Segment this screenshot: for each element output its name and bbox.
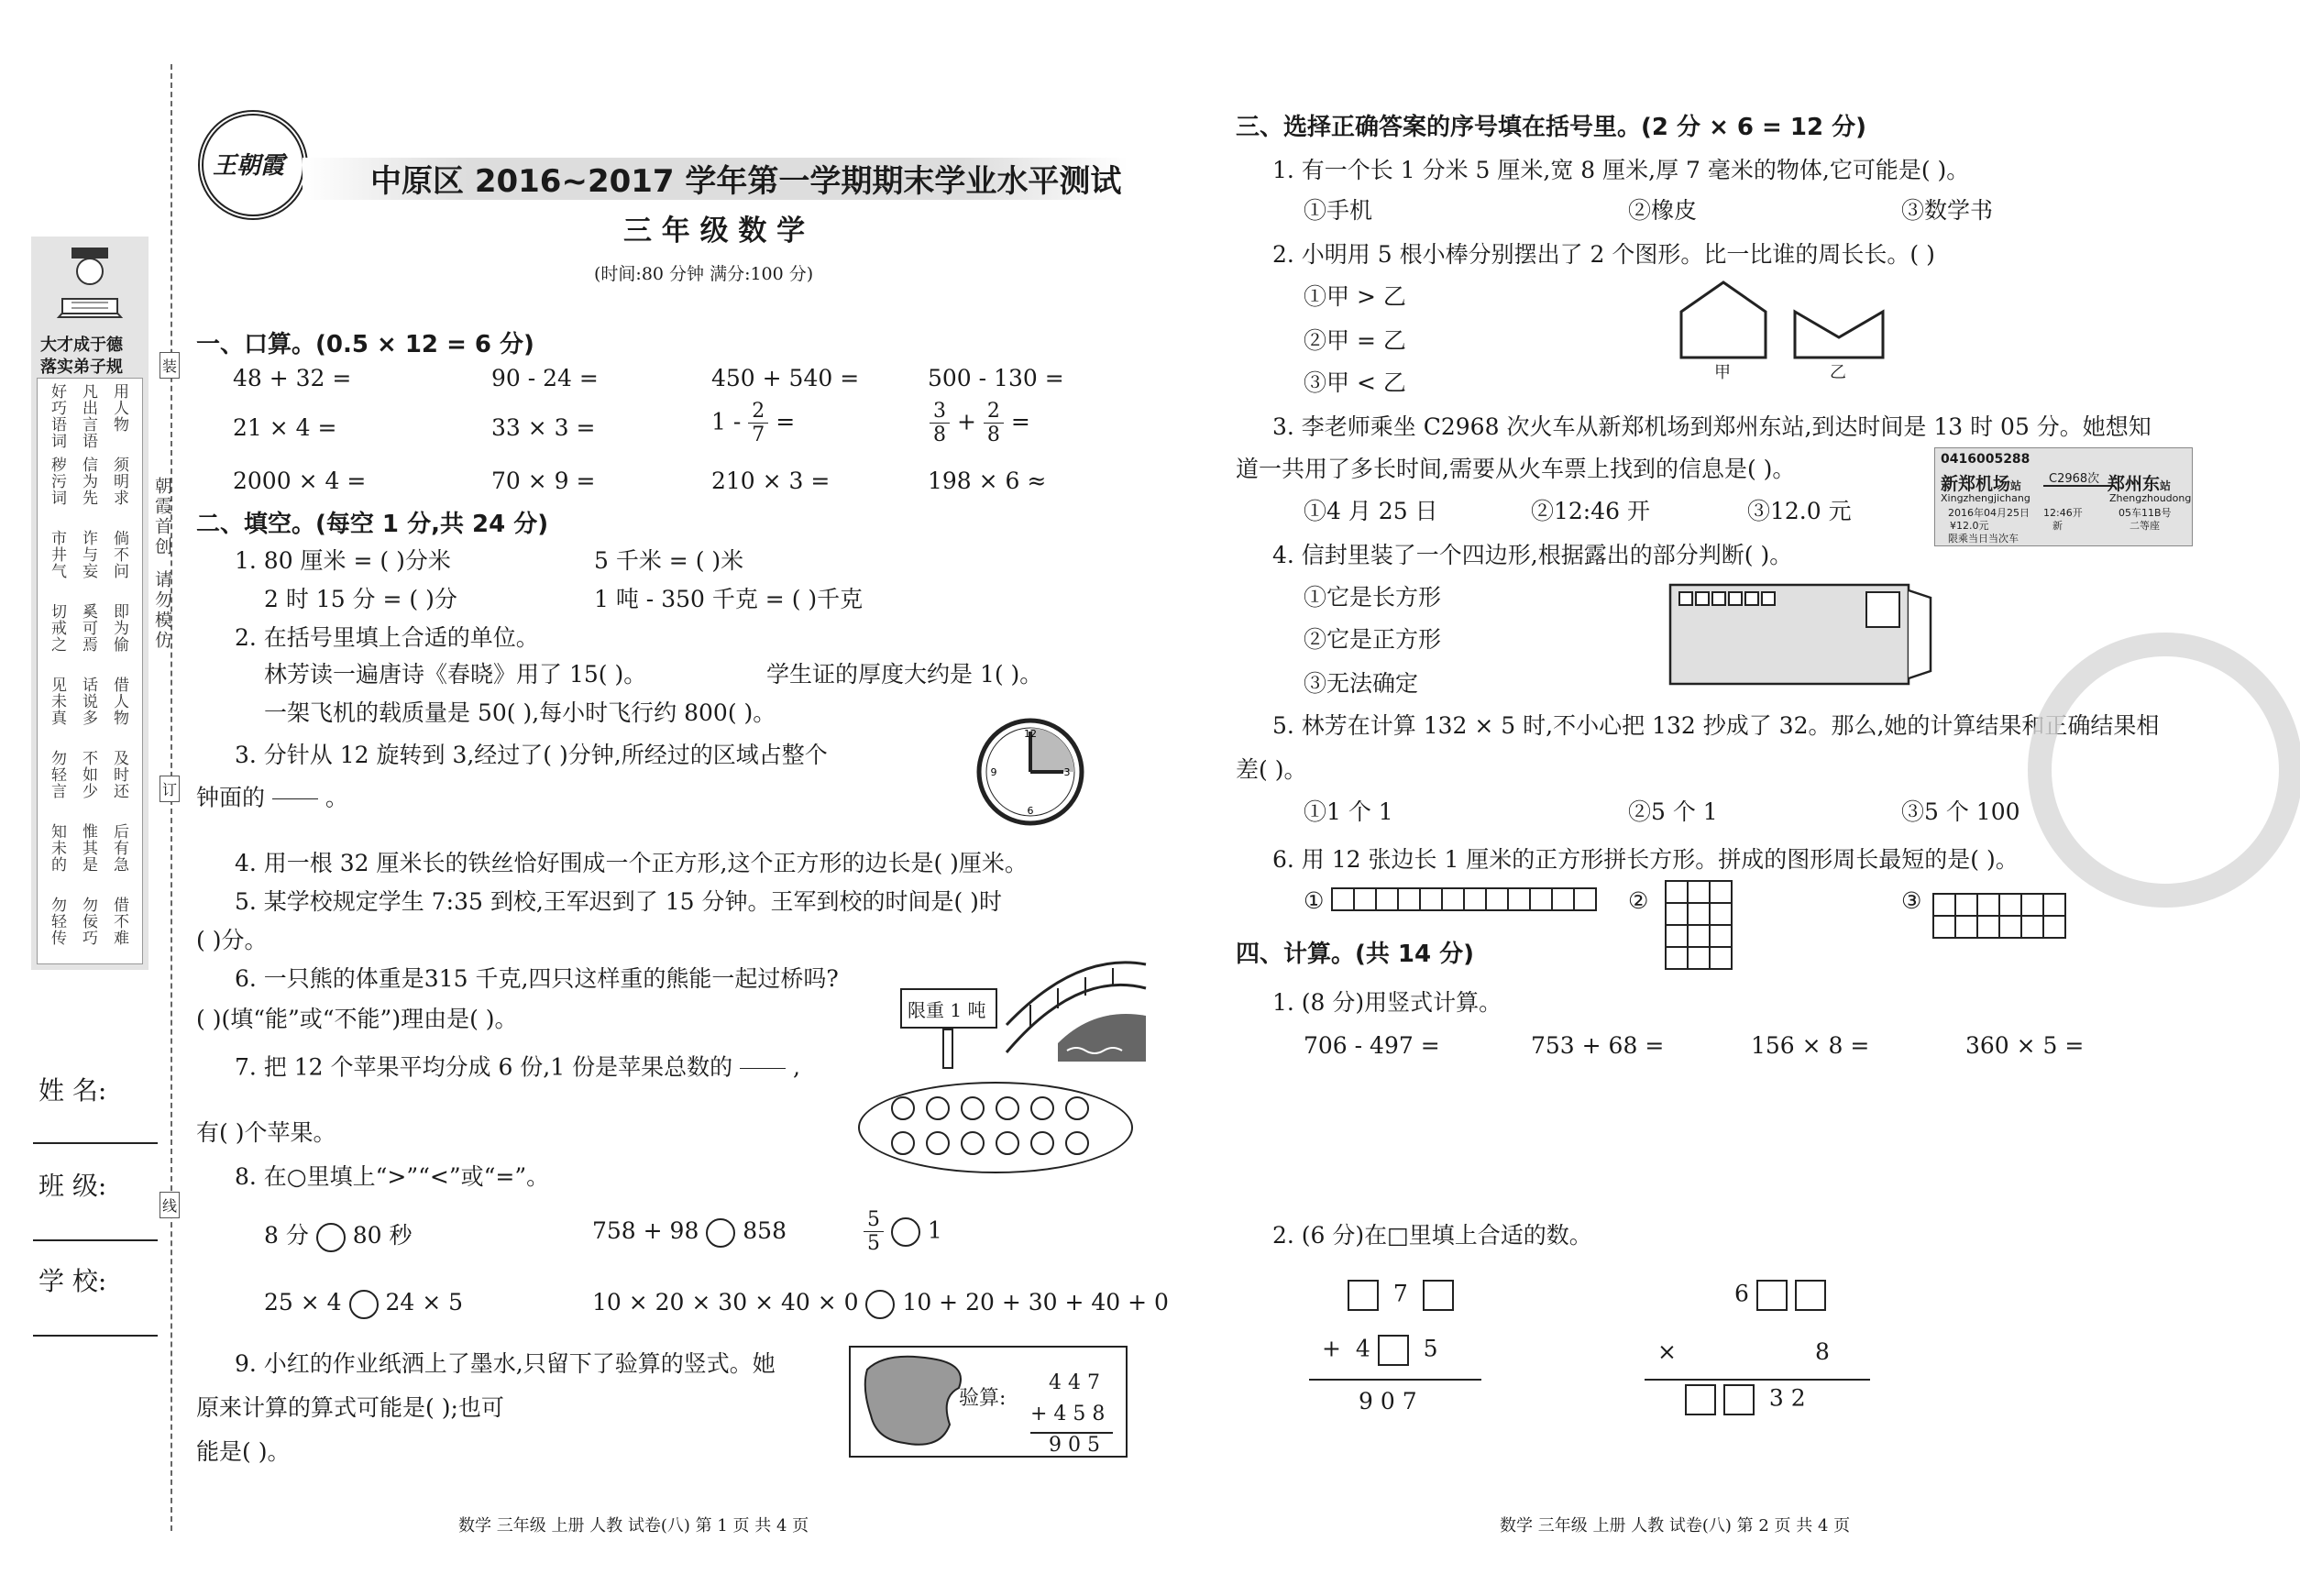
q4-1: 1. (8 分)用竖式计算。 <box>1272 989 1502 1016</box>
q3-2-opt: ②甲 = 乙 <box>1304 327 1406 354</box>
proverb-text: 后有急 <box>110 823 128 873</box>
q2-7c: 有( )个苹果。 <box>196 1119 336 1146</box>
proverb-text: 见未真 <box>48 677 66 726</box>
section2-heading: 二、填空。(每空 1 分,共 24 分) <box>196 511 549 538</box>
name-line <box>33 1142 158 1144</box>
svg-text:12: 12 <box>1024 728 1037 740</box>
apple-icon <box>1030 1131 1054 1155</box>
vertical-calc: 706 - 497 = <box>1304 1032 1440 1059</box>
q2-2b: 学生证的厚度大约是 1( )。 <box>766 661 1043 688</box>
proverb-text: 好巧语词 <box>48 383 66 449</box>
exam-subtitle: 三 年 级 数 学 <box>623 215 806 248</box>
footer-page1: 数学 三年级 上册 人教 试卷(八) 第 1 页 共 4 页 <box>458 1516 809 1535</box>
compare-d: 25 × 4 24 × 5 <box>264 1289 463 1319</box>
svg-text:9: 9 <box>990 766 997 778</box>
ticket-from-py: Xingzhengjichang <box>1941 492 2030 504</box>
grid-cell <box>1978 895 2000 917</box>
q2-2: 2. 在括号里填上合适的单位。 <box>235 624 539 651</box>
grid-cell <box>1689 926 1711 948</box>
proverb-text: 勿轻传 <box>48 897 66 946</box>
grid-cell <box>1711 948 1733 970</box>
q3-6: 6. 用 12 张边长 1 厘米的正方形拼长方形。拼成的图形周长最短的是( )。 <box>1272 846 2019 873</box>
class-label: 班 级: <box>39 1171 107 1201</box>
q3-6-opt: ① <box>1304 887 1325 914</box>
exam-time-info: (时间:80 分钟 满分:100 分) <box>594 264 814 284</box>
apple-icon <box>926 1131 950 1155</box>
compare-a: 8 分 80 秒 <box>264 1217 413 1252</box>
q2-6b: ( )(填“能”或“不能”)理由是( )。 <box>196 1006 518 1032</box>
grid-cell <box>1487 889 1509 911</box>
rect-3x4 <box>1665 880 1733 970</box>
puzzle-a-result: 9 0 7 <box>1359 1388 1417 1414</box>
q2-9c: 能是( )。 <box>196 1438 291 1465</box>
binding-mark: 订 <box>160 776 180 802</box>
oral-calc: $\frac{3}{8}$ + $\frac{2}{8}$ = <box>930 400 1030 447</box>
grid-cell <box>2044 917 2066 939</box>
grid-cell <box>2044 895 2066 917</box>
motto-line2: 落实弟子规 <box>40 358 123 377</box>
q2-5a: 5. 某学校规定学生 7:35 到校,王军迟到了 15 分钟。王军到校的时间是( )时 <box>235 888 1002 915</box>
proverb-text: 及时还 <box>110 750 128 799</box>
proverb-text: 用人物 <box>110 383 128 433</box>
class-line <box>33 1239 158 1241</box>
q3-2: 2. 小明用 5 根小棒分别摆出了 2 个图形。比一比谁的周长长。( ) <box>1272 241 1935 268</box>
q2-8: 8. 在○里填上“>”“<”或“=”。 <box>235 1163 550 1190</box>
binding-mark: 线 <box>160 1192 180 1218</box>
oral-calc: 33 × 3 = <box>491 414 596 441</box>
ticket-time: 12:46开 <box>2043 507 2083 519</box>
clock-icon <box>975 717 1085 827</box>
rect-1x12 <box>1331 887 1597 911</box>
oral-calc: 1 - $\frac{2}{7}$ = <box>711 400 796 447</box>
oral-calc: 210 × 3 = <box>711 468 831 494</box>
apple-icon <box>1065 1131 1089 1155</box>
grid-cell <box>1934 917 1956 939</box>
weight-sign-text: 限重 1 吨 <box>908 999 986 1021</box>
svg-text:6: 6 <box>1027 805 1034 817</box>
shape-yi: 乙 <box>1830 363 1846 382</box>
q3-3a: 3. 李老师乘坐 C2968 次火车从新郑机场到郑州东站,到达时间是 13 时 05 分。她想知 <box>1272 413 2151 440</box>
grid-cell <box>1711 882 1733 904</box>
apple-icon <box>926 1096 950 1120</box>
q3-5-opt: ①1 个 1 <box>1304 798 1393 825</box>
apple-icon <box>996 1131 1019 1155</box>
q3-1: 1. 有一个长 1 分米 5 厘米,宽 8 厘米,厚 7 毫米的物体,它可能是( )。 <box>1272 157 1970 183</box>
q2-2a: 林芳读一遍唐诗《春晓》用了 15( )。 <box>264 661 647 688</box>
puzzle-a-rule <box>1309 1379 1481 1381</box>
proverb-text: 奚可焉 <box>79 603 97 653</box>
q3-6-opt: ③ <box>1901 887 1922 914</box>
watermark-seal <box>2028 633 2300 908</box>
grid-cell <box>1531 889 1553 911</box>
grid-cell <box>1956 895 1978 917</box>
compare-c: $\frac{5}{5}$ 1 <box>864 1208 942 1256</box>
proverb-text: 知未的 <box>48 823 66 873</box>
grid-cell <box>1667 904 1689 926</box>
q3-1-opt: ②橡皮 <box>1628 197 1698 224</box>
proverb-text: 惟其是 <box>79 823 97 873</box>
oral-calc: 48 + 32 = <box>233 365 352 391</box>
apple-icon <box>891 1131 915 1155</box>
q3-2-opt: ①甲 > 乙 <box>1304 283 1406 310</box>
proverb-text: 话说多 <box>79 677 97 726</box>
grid-cell <box>1399 889 1421 911</box>
q3-5b: 差( )。 <box>1236 756 1307 783</box>
apple-icon <box>961 1096 985 1120</box>
svg-text:3: 3 <box>1063 766 1071 778</box>
ticket-class: 二等座 <box>2129 520 2160 532</box>
scholar-figure-icon <box>40 244 139 326</box>
grid-cell <box>1689 904 1711 926</box>
vertical-calc: 156 × 8 = <box>1751 1032 1870 1059</box>
check-line2: + 4 5 8 <box>1030 1403 1106 1425</box>
section4-heading: 四、计算。(共 14 分) <box>1236 941 1475 968</box>
proverb-text: 须明求 <box>110 457 128 506</box>
grid-cell <box>1934 895 1956 917</box>
ticket-train: C2968次 <box>2049 472 2100 486</box>
q3-3-opt: ③12.0 元 <box>1747 498 1852 524</box>
ticket-date: 2016年04月25日 <box>1948 507 2030 519</box>
q2-1b: 5 千米 = ( )米 <box>594 547 744 574</box>
school-line <box>33 1335 158 1337</box>
q3-4-opt: ①它是长方形 <box>1304 584 1442 611</box>
q4-2: 2. (6 分)在□里填上合适的数。 <box>1272 1222 1592 1249</box>
motto-line1: 大才成于德 <box>40 336 123 355</box>
grid-cell <box>2000 917 2022 939</box>
school-label: 学 校: <box>39 1266 107 1296</box>
compare-e: 10 × 20 × 30 × 40 × 0 10 + 20 + 30 + 40 + 0 <box>592 1289 1169 1319</box>
q3-1-opt: ③数学书 <box>1901 197 1994 224</box>
oral-calc: 198 × 6 ≈ <box>928 468 1047 494</box>
proverb-text: 即为偷 <box>110 603 128 653</box>
ticket-no: 0416005288 <box>1941 452 2030 467</box>
grid-cell <box>1421 889 1443 911</box>
q2-1d: 1 吨 - 350 千克 = ( )千克 <box>594 586 864 612</box>
grid-cell <box>1575 889 1597 911</box>
sign-post <box>942 1029 953 1069</box>
q2-5b: ( )分。 <box>196 927 268 953</box>
ticket-note: 限乘当日当次车 <box>1948 533 2019 545</box>
envelope-icon <box>1668 583 1934 689</box>
grid-cell <box>2000 895 2022 917</box>
apple-plate <box>858 1082 1133 1173</box>
oral-calc: 500 - 130 = <box>928 365 1064 391</box>
section1-heading: 一、口算。(0.5 × 12 = 6 分) <box>196 331 534 358</box>
apple-icon <box>961 1131 985 1155</box>
check-line1: 4 4 7 <box>1049 1371 1100 1394</box>
apple-icon <box>1030 1096 1054 1120</box>
ticket-arrow <box>2043 485 2115 487</box>
q3-5-opt: ③5 个 100 <box>1901 798 2020 825</box>
q2-9a: 9. 小红的作业纸洒上了墨水,只留下了验算的竖式。她 <box>235 1350 776 1377</box>
oral-calc: 450 + 540 = <box>711 365 860 391</box>
proverb-text: 诈与妄 <box>79 530 97 579</box>
compare-b: 758 + 98 858 <box>592 1217 787 1248</box>
check-label: 验算: <box>959 1387 1007 1410</box>
puzzle-a-top: 7 <box>1348 1280 1454 1311</box>
grid-cell <box>2022 917 2044 939</box>
q3-3b: 道一共用了多长时间,需要从火车票上找到的信息是( )。 <box>1236 456 1796 482</box>
q2-2c: 一架飞机的载质量是 50( ),每小时飞行约 800( )。 <box>264 699 776 726</box>
bridge-icon <box>1003 952 1150 1062</box>
q3-4: 4. 信封里装了一个四边形,根据露出的部分判断( )。 <box>1272 542 1793 568</box>
ticket-kai: 新 <box>2052 520 2063 532</box>
q2-3a: 3. 分针从 12 旋转到 3,经过了( )分钟,所经过的区域占整个 <box>235 742 828 768</box>
apple-icon <box>1065 1096 1089 1120</box>
train-ticket <box>1934 447 2193 546</box>
proverb-text: 勿佞巧 <box>79 897 97 946</box>
grid-cell <box>1333 889 1355 911</box>
q2-9b: 原来计算的算式可能是( );也可 <box>196 1394 504 1421</box>
ticket-to-py: Zhengzhoudong <box>2109 492 2192 504</box>
grid-cell <box>1689 948 1711 970</box>
footer-page2: 数学 三年级 上册 人教 试卷(八) 第 2 页 共 4 页 <box>1500 1516 1851 1535</box>
proverb-text: 凡出言语 <box>79 383 97 449</box>
q3-5a: 5. 林芳在计算 132 × 5 时,不小心把 132 抄成了 32。那么,她的计算结果和正确结果相 <box>1272 712 2160 739</box>
q2-1a: 1. 80 厘米 = ( )分米 <box>235 547 451 574</box>
q3-2-opt: ③甲 < 乙 <box>1304 369 1406 396</box>
grid-cell <box>1509 889 1531 911</box>
grid-cell <box>1355 889 1377 911</box>
logo-text: 王朝霞 <box>213 152 285 180</box>
ticket-seat: 05车11B号 <box>2118 507 2172 519</box>
proverb-text: 市井气 <box>48 530 66 579</box>
q3-5-opt: ②5 个 1 <box>1628 798 1718 825</box>
proverb-text: 倘不问 <box>110 530 128 579</box>
q2-6a: 6. 一只熊的体重是315 千克,四只这样重的熊能一起过桥吗? <box>235 965 839 992</box>
apple-icon <box>891 1096 915 1120</box>
grid-cell <box>1377 889 1399 911</box>
ticket-to: 郑州东站 <box>2107 474 2172 494</box>
proverb-text: 勿轻言 <box>48 750 66 799</box>
copyright-note: 请勿模仿 <box>152 570 172 651</box>
puzzle-b-mid2: 8 <box>1815 1338 1830 1365</box>
check-line3: 9 0 5 <box>1049 1434 1100 1457</box>
proverb-text: 切戒之 <box>48 603 66 653</box>
q3-3-opt: ①4 月 25 日 <box>1304 498 1438 524</box>
grid-cell <box>1956 917 1978 939</box>
puzzle-b-rule <box>1645 1379 1870 1381</box>
proverb-text: 借不难 <box>110 897 128 946</box>
q2-3b: 钟面的 。 <box>196 776 348 823</box>
copyright-note: 朝霞首创 <box>152 477 172 557</box>
q2-1c: 2 时 15 分 = ( )分 <box>264 586 457 612</box>
grid-cell <box>1711 926 1733 948</box>
q3-4-opt: ②它是正方形 <box>1304 626 1442 653</box>
grid-cell <box>1553 889 1575 911</box>
oral-calc: 21 × 4 = <box>233 414 337 441</box>
puzzle-b-top: 6 <box>1734 1280 1826 1311</box>
grid-cell <box>1465 889 1487 911</box>
section3-heading: 三、选择正确答案的序号填在括号里。(2 分 × 6 = 12 分) <box>1236 114 1867 141</box>
apple-icon <box>996 1096 1019 1120</box>
grid-cell <box>1667 926 1689 948</box>
proverb-text: 借人物 <box>110 677 128 726</box>
grid-cell <box>1689 882 1711 904</box>
name-label: 姓 名: <box>39 1075 107 1106</box>
q2-4: 4. 用一根 32 厘米长的铁丝恰好围成一个正方形,这个正方形的边长是( )厘米。 <box>235 850 1028 876</box>
grid-cell <box>1667 948 1689 970</box>
puzzle-b-result: 3 2 <box>1685 1384 1806 1415</box>
puzzle-a-mid: + 4 5 <box>1322 1335 1438 1366</box>
proverb-text: 信为先 <box>79 457 97 506</box>
grid-cell <box>1978 917 2000 939</box>
q3-3-opt: ②12:46 开 <box>1531 498 1650 524</box>
shape-jia: 甲 <box>1714 363 1731 382</box>
ticket-price: ¥12.0元 <box>1950 520 1989 532</box>
vertical-calc: 753 + 68 = <box>1531 1032 1665 1059</box>
exam-title: 中原区 2016~2017 学年第一学期期末学业水平测试 <box>370 163 1122 200</box>
oral-calc: 70 × 9 = <box>491 468 596 494</box>
oral-calc: 2000 × 4 = <box>233 468 367 494</box>
oral-calc: 90 - 24 = <box>491 365 599 391</box>
grid-cell <box>1443 889 1465 911</box>
vertical-calc: 360 × 5 = <box>1965 1032 2085 1059</box>
q3-4-opt: ③无法确定 <box>1304 670 1419 697</box>
q2-7a: 7. 把 12 个苹果平均分成 6 份,1 份是苹果总数的 , <box>235 1045 800 1093</box>
puzzle-b-mid: × <box>1657 1338 1677 1365</box>
proverb-text: 秽污词 <box>48 457 66 506</box>
stick-shapes-icon <box>1678 279 1898 361</box>
ticket-from: 新郑机场站 <box>1941 474 2022 494</box>
grid-cell <box>2022 895 2044 917</box>
proverb-text: 不如少 <box>79 750 97 799</box>
rect-2x6 <box>1932 893 2066 939</box>
grid-cell <box>1667 882 1689 904</box>
q3-1-opt: ①手机 <box>1304 197 1373 224</box>
grid-cell <box>1711 904 1733 926</box>
q3-6-opt: ② <box>1628 887 1649 914</box>
binding-mark: 装 <box>160 352 180 379</box>
